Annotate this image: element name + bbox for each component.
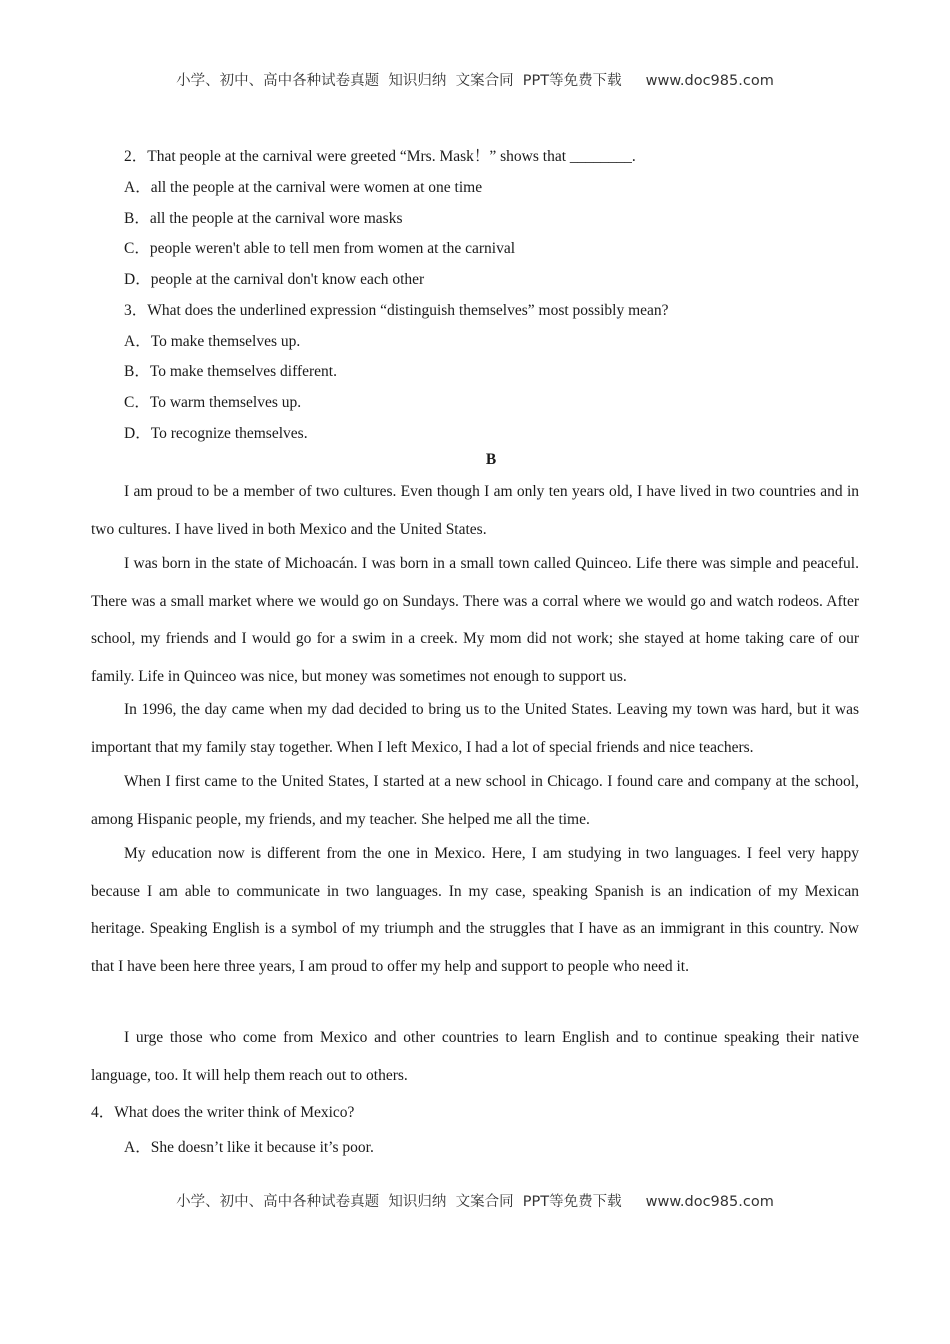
- question-3-stem: 3．What does the underlined expression “distinguish themselves” most possibly mean?: [124, 302, 669, 319]
- passage-paragraph-5: My education now is different from the one in Mexico. Here, I am studying in two languages. I feel very happy because I am able to communicate in two languages. In my case, speaking Spanish is an indication of my Mexican heritage. Speaking English is a symbol of my triumph and the struggles that I have as an immigrant in this country. Now that I have been here three years, I am proud to offer my help and support to people who need it.: [91, 845, 859, 975]
- question-3-option-d: D．To recognize themselves.: [124, 425, 308, 442]
- question-2-option-b: B．all the people at the carnival wore masks: [124, 210, 403, 227]
- question-2-option-c: C．people weren't able to tell men from women at the carnival: [124, 240, 516, 257]
- page-footer: [0, 1190, 950, 1211]
- question-2-option-a: A．all the people at the carnival were women at one time: [124, 179, 483, 196]
- footer-site: www.doc985.com: [645, 1194, 774, 1210]
- question-3-option-c: C．To warm themselves up.: [124, 394, 302, 411]
- header-site: www.doc985.com: [645, 73, 774, 89]
- footer-text: 小学、初中、高中各种试卷真题 知识归纳 文案合同 PPT等免费下载: [176, 1194, 622, 1210]
- header-text: 小学、初中、高中各种试卷真题 知识归纳 文案合同 PPT等免费下载: [176, 73, 622, 89]
- question-4-stem: 4．What does the writer think of Mexico?: [91, 1104, 355, 1121]
- page-header: [0, 69, 950, 90]
- question-4-option-a: A．She doesn’t like it because it’s poor.: [124, 1139, 374, 1156]
- question-3-option-b: B．To make themselves different.: [124, 363, 337, 380]
- question-3-option-a: A．To make themselves up.: [124, 333, 301, 350]
- passage-paragraph-3: In 1996, the day came when my dad decided to bring us to the United States. Leaving my town was hard, but it was important that my family stay together. When I left Mexico, I had a lot of special friends and nice teachers.: [91, 701, 859, 756]
- passage-paragraph-2: I was born in the state of Michoacán. I was born in a small town called Quinceo. Life there was simple and peaceful. There was a small market where we would go on Sundays. There was a corral where we would go and watch rodeos. After school, my friends and I would go for a swim in a creek. My mom did not work; she stayed at home taking care of our family. Life in Quinceo was nice, but money was sometimes not enough to support us.: [91, 555, 859, 685]
- question-2-stem: 2．That people at the carnival were greeted “Mrs. Mask！” shows that ________.: [124, 148, 636, 165]
- section-heading: B: [485, 451, 497, 468]
- passage-paragraph-4: When I first came to the United States, I started at a new school in Chicago. I found care and company at the school, among Hispanic people, my friends, and my teacher. She helped me all the time.: [91, 773, 859, 828]
- passage-paragraph-1: I am proud to be a member of two cultures. Even though I am only ten years old, I have lived in two countries and in two cultures. I have lived in both Mexico and the United States.: [91, 483, 859, 538]
- question-2-option-d: D．people at the carnival don't know each other: [124, 271, 425, 288]
- passage-paragraph-6: I urge those who come from Mexico and other countries to learn English and to continue speaking their native language, too. It will help them reach out to others.: [91, 1029, 859, 1084]
